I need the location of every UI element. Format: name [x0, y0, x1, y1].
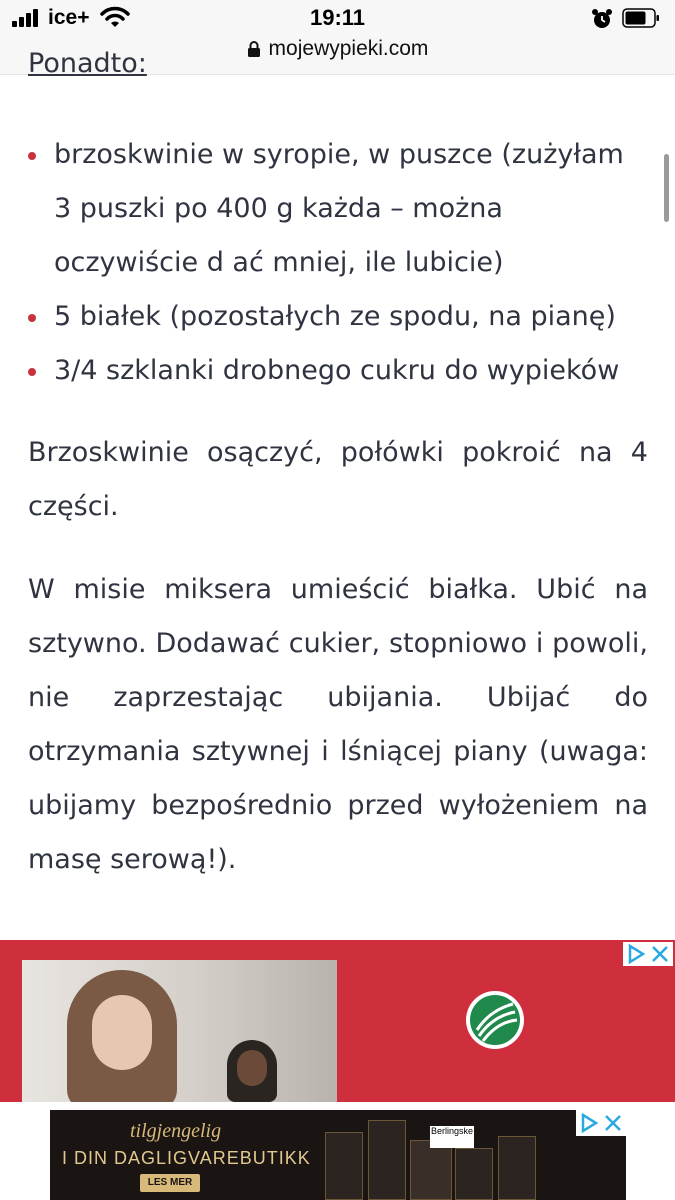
product-package	[498, 1136, 536, 1200]
list-item: brzoskwinie w syropie, w puszce (zużyłam 3 puszki po 400 g każda – można oczywiście d ać mniej, ile lubicie)	[28, 128, 648, 290]
instruction-paragraph: W misie miksera umieścić białka. Ubić na sztywno. Dodawać cukier, stopniowo i powoli, nie zaprzestając ubijania. Ubijać do otrzymania sztywnej i lśniącej piany (uwaga: ubijamy bezpośrednio przed wyłożeniem na masę serową!).	[28, 574, 648, 875]
product-package	[455, 1148, 493, 1200]
section-heading: Ponadto:	[28, 48, 147, 79]
battery-icon	[622, 8, 660, 28]
close-icon[interactable]	[602, 1112, 624, 1134]
ad-text: I DIN DAGLIGVAREBUTIKK	[62, 1148, 311, 1168]
list-item: 3/4 szklanki drobnego cukru do wypieków	[28, 344, 648, 398]
sticky-ad-container	[0, 1102, 675, 1200]
lock-icon	[247, 40, 261, 58]
alarm-clock-icon	[590, 7, 614, 31]
ingredient-list	[28, 128, 648, 398]
clock: 19:11	[309, 5, 366, 30]
status-bar	[0, 0, 675, 36]
ad-choices-icon[interactable]	[625, 943, 647, 965]
product-package	[368, 1120, 406, 1200]
ad-text: tilgjengelig	[130, 1120, 222, 1142]
carrier-name: ice+	[48, 6, 90, 29]
list-item: 5 białek (pozostałych ze spodu, na pianę)	[28, 290, 648, 344]
ad-image	[22, 960, 337, 1102]
product-package	[325, 1132, 363, 1200]
scrollbar[interactable]	[664, 154, 669, 222]
ad-cta-button[interactable]: LES MER	[140, 1174, 200, 1192]
ad-choices-icon[interactable]	[578, 1112, 600, 1134]
ad-brand-label: Berlingske	[430, 1126, 474, 1148]
sticky-advertisement[interactable]	[50, 1110, 626, 1200]
advertisement-banner[interactable]	[0, 940, 675, 1102]
instruction-paragraph: Brzoskwinie osączyć, połówki pokroić na 4 części.	[28, 437, 648, 522]
url-text: mojewypieki.com	[268, 37, 429, 60]
ad-choices[interactable]	[576, 1110, 626, 1136]
ad-choices[interactable]	[623, 942, 673, 966]
product-package	[410, 1140, 452, 1200]
swan-ecolabel-logo	[465, 990, 525, 1050]
close-icon[interactable]	[649, 943, 671, 965]
